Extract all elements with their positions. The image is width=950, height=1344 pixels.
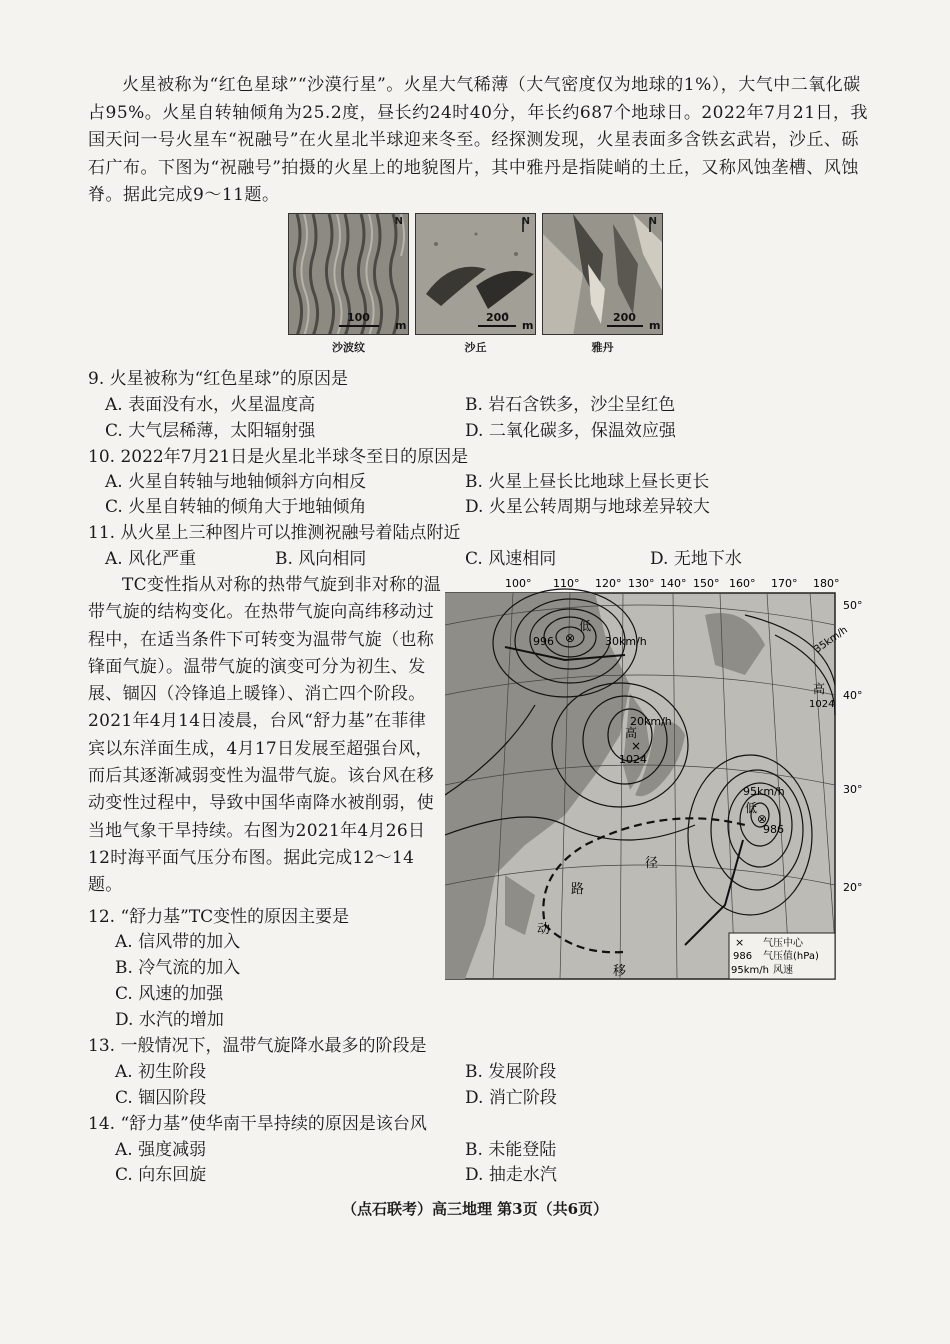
lat-label: 40° — [843, 689, 863, 702]
high2-speed: 35km/h — [812, 624, 850, 656]
page-footer: （点石联考）高三地理 第3页（共6页） — [341, 1200, 609, 1218]
option-10c: C. 火星自转轴的倾角大于地轴倾角 — [105, 497, 367, 517]
north-arrow: N — [394, 216, 403, 227]
scale-unit: m — [395, 319, 407, 332]
sea-level-pressure-map — [445, 575, 885, 997]
low2-value: 986 — [763, 823, 784, 836]
option-11b: B. 风向相同 — [275, 549, 367, 569]
north-arrow: N — [521, 216, 530, 227]
high2-label: 高 — [813, 682, 826, 696]
option-10a: A. 火星自转轴与地轴倾斜方向相反 — [105, 472, 367, 492]
option-14c: C. 向东回旋 — [115, 1165, 207, 1185]
intro-paragraph: 火星被称为“红色星球”“沙漠行星”。火星大气稀薄（大气密度仅为地球的1%），大气中二氧化碳占95%。火星自转轴倾角为25.2度，昼长约24时40分，年长约687个地球日。2022年7月21日，我国天问一号火星车“祝融号”在火星北半球迎来冬至。经探测发现，火星表面多含铁玄武岩，沙丘、砾石广布。下图为“祝融号”拍摄的火星上的地貌图片，其中雅丹是指陡峭的土丘，又称风蚀垄槽、风蚀脊。据此完成9～11题。 — [88, 75, 869, 205]
question-10-stem: 10. 2022年7月21日是火星北半球冬至日的原因是 — [88, 447, 469, 467]
option-13b: B. 发展阶段 — [465, 1062, 557, 1082]
legend-center-mark: × — [735, 936, 745, 949]
low2-speed: 95km/h — [743, 785, 785, 798]
high1-center-mark: × — [631, 739, 642, 753]
legend-center-text: 气压中心 — [763, 938, 803, 949]
scale-value: 200 — [613, 311, 636, 324]
low1-speed: 30km/h — [605, 635, 647, 648]
low1-value: 996 — [533, 635, 554, 648]
question-11-stem: 11. 从火星上三种图片可以推测祝融号着陆点附近 — [88, 523, 461, 543]
question-14-stem: 14. “舒力基”使华南干旱持续的原因是该台风 — [88, 1114, 427, 1134]
path-char: 动 — [537, 922, 551, 937]
option-11d: D. 无地下水 — [650, 549, 742, 569]
low2-center-mark: ⊗ — [757, 812, 768, 826]
path-char: 径 — [645, 856, 659, 871]
lat-label: 20° — [843, 881, 863, 894]
question-13-stem: 13. 一般情况下，温带气旋降水最多的阶段是 — [88, 1036, 427, 1056]
option-10b: B. 火星上昼长比地球上昼长更长 — [465, 472, 710, 492]
mars-photos — [288, 213, 664, 358]
high2-value: 1024 — [809, 699, 835, 710]
path-char: 路 — [571, 882, 585, 897]
path-char: 移 — [613, 964, 627, 979]
photo-sand-dune — [415, 213, 536, 335]
option-14a: A. 强度减弱 — [115, 1140, 207, 1160]
lon-label: 110° — [553, 577, 580, 590]
lon-label: 170° — [771, 577, 798, 590]
option-14b: B. 未能登陆 — [465, 1140, 557, 1160]
option-9c: C. 大气层稀薄，太阳辐射强 — [105, 421, 316, 441]
scale-unit: m — [649, 319, 661, 332]
option-9b: B. 岩石含铁多，沙尘呈红色 — [465, 395, 676, 415]
photo-caption: 沙波纹 — [332, 341, 365, 354]
option-11a: A. 风化严重 — [105, 549, 197, 569]
legend-value-text: 气压值(hPa) — [763, 951, 819, 962]
lon-label: 130° — [628, 577, 655, 590]
option-12b: B. 冷气流的加入 — [115, 958, 241, 978]
high1-speed: 20km/h — [630, 715, 672, 728]
question-12-stem: 12. “舒力基”TC变性的原因主要是 — [88, 907, 350, 927]
lon-label: 180° — [813, 577, 840, 590]
legend-speed-text: 风速 — [773, 965, 793, 976]
low1-label: 低 — [579, 619, 592, 633]
high1-value: 1024 — [619, 753, 647, 766]
low2-label: 低 — [745, 801, 758, 815]
high1-label: 高 — [625, 726, 638, 740]
legend-value-sample: 986 — [733, 951, 753, 962]
low1-center-mark: ⊗ — [564, 631, 576, 645]
lon-label: 120° — [595, 577, 622, 590]
option-12a: A. 信风带的加入 — [115, 932, 241, 952]
north-arrow: N — [648, 216, 657, 227]
lon-label: 140° — [660, 577, 687, 590]
option-14d: D. 抽走水汽 — [465, 1165, 557, 1185]
lon-label: 160° — [729, 577, 756, 590]
option-13d: D. 消亡阶段 — [465, 1088, 557, 1108]
option-9d: D. 二氧化碳多，保温效应强 — [465, 421, 676, 441]
question-9-stem: 9. 火星被称为“红色星球”的原因是 — [88, 369, 349, 389]
option-10d: D. 火星公转周期与地球差异较大 — [465, 497, 710, 517]
photo-sand-ripples — [288, 213, 409, 335]
lon-label: 150° — [693, 577, 720, 590]
photo-caption: 沙丘 — [464, 341, 487, 354]
option-12c: C. 风速的加强 — [115, 984, 224, 1004]
option-12d: D. 水汽的增加 — [115, 1010, 224, 1030]
scale-unit: m — [522, 319, 534, 332]
legend-speed-sample: 95km/h — [731, 965, 769, 976]
option-13a: A. 初生阶段 — [115, 1062, 207, 1082]
scale-value: 200 — [486, 311, 509, 324]
option-13c: C. 锢囚阶段 — [115, 1088, 207, 1108]
option-11c: C. 风速相同 — [465, 549, 557, 569]
lat-label: 30° — [843, 783, 863, 796]
photo-yardang — [542, 213, 663, 335]
lon-label: 100° — [505, 577, 532, 590]
photo-caption: 雅丹 — [591, 341, 614, 354]
tc-paragraph: TC变性指从对称的热带气旋到非对称的温带气旋的结构变化。在热带气旋向高纬移动过程中，在适当条件下可转变为温带气旋（也称锋面气旋）。温带气旋的演变可分为初生、发展、锢囚（冷锋追上暖锋）、消亡四个阶段。2021年4月14日凌晨，台风“舒力基”在菲律宾以东洋面生成，4月17日发展至超强台风，而后其逐渐减弱变性为温带气旋。该台风在移动变性过程中，导致中国华南降水被削弱，使当地气象干旱持续。右图为2021年4月26日12时海平面气压分布图。据此完成12～14题。 — [88, 575, 442, 896]
option-9a: A. 表面没有水，火星温度高 — [105, 395, 316, 415]
scale-value: 100 — [347, 311, 370, 324]
lat-label: 50° — [843, 599, 863, 612]
